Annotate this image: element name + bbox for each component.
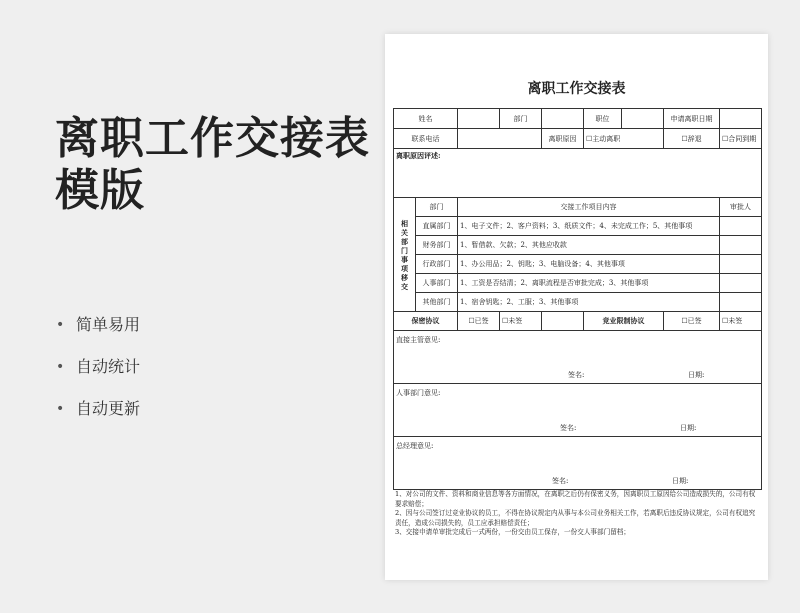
position-value[interactable]	[622, 109, 664, 129]
signature-label: 签名:	[568, 371, 585, 379]
opinion-label: 人事部门意见:	[396, 389, 441, 397]
handover-content: 1、工资是否结清；2、离职流程是否审批完成；3、其他事项	[458, 274, 720, 293]
handover-content: 1、办公用品；2、钥匙；3、电脑设备；4、其他事项	[458, 255, 720, 274]
position-label: 职位	[584, 109, 622, 129]
handover-side-label: 相 关 部 门 事 项 移 交	[394, 198, 416, 312]
form-row-basic	[394, 109, 762, 129]
name-label: 姓名	[394, 109, 458, 129]
handover-approver[interactable]	[720, 293, 762, 312]
handover-dept: 其他部门	[416, 293, 458, 312]
document-preview	[385, 34, 768, 580]
feature-item	[56, 354, 140, 396]
handover-approver[interactable]	[720, 274, 762, 293]
agreements-row	[394, 312, 762, 331]
hero-title-line1: 离职工作交接表	[55, 113, 370, 164]
handover-dept: 财务部门	[416, 236, 458, 255]
dept-value[interactable]	[542, 109, 584, 129]
confidential-signed-checkbox[interactable]: ☐已签	[458, 312, 500, 331]
bullet-icon: •	[56, 317, 65, 333]
feature-item	[56, 396, 140, 438]
handover-dept: 人事部门	[416, 274, 458, 293]
reason-option-voluntary[interactable]: ☐主动离职	[584, 129, 664, 149]
table-row	[394, 274, 762, 293]
handover-col-dept: 部门	[416, 198, 458, 217]
handover-col-approver: 审批人	[720, 198, 762, 217]
hero-title	[55, 113, 370, 217]
noncompete-label: 竞业限制协议	[584, 312, 664, 331]
opinion-label: 总经理意见:	[396, 442, 434, 450]
bullet-icon: •	[56, 359, 65, 375]
phone-label: 联系电话	[394, 129, 458, 149]
handover-col-content: 交接工作项目内容	[458, 198, 720, 217]
confidential-unsigned-checkbox[interactable]: ☐未签	[500, 312, 542, 331]
agreements-spacer	[542, 312, 584, 331]
feature-label: 自动统计	[76, 357, 141, 376]
name-value[interactable]	[458, 109, 500, 129]
feature-list	[56, 312, 140, 438]
form-row-reason-review	[394, 149, 762, 198]
handover-content: 1、宿舍钥匙；2、工服；3、其他事项	[458, 293, 720, 312]
apply-date-label: 申请离职日期	[664, 109, 720, 129]
date-label: 日期:	[688, 371, 705, 379]
opinion-hr[interactable]	[394, 384, 762, 437]
note-item: 3、交接申请单审批完成后一式两份，一份交由员工保存，一份交人事部门留档；	[395, 528, 630, 536]
opinion-row	[394, 384, 762, 437]
handover-dept: 行政部门	[416, 255, 458, 274]
form-row-contact	[394, 129, 762, 149]
note-item: 1、对公司的文件、资料和商业信息等各方面情况，在离职之后仍有保密义务，因离职员工原因给公司造成损失的，公司有权要求赔偿；	[395, 490, 756, 508]
table-row	[394, 293, 762, 312]
noncompete-signed-checkbox[interactable]: ☐已签	[664, 312, 720, 331]
opinion-row	[394, 331, 762, 384]
handover-header-row	[394, 198, 762, 217]
reason-label: 离职原因	[542, 129, 584, 149]
reason-review: 离职原因评述:	[394, 149, 762, 198]
opinion-gm[interactable]	[394, 437, 762, 490]
feature-label: 自动更新	[76, 399, 141, 418]
feature-label: 简单易用	[76, 315, 141, 334]
table-row	[394, 217, 762, 236]
signature-label: 签名:	[552, 477, 569, 485]
document-title: 离职工作交接表	[527, 81, 626, 97]
signature-label: 签名:	[560, 424, 577, 432]
handover-approver[interactable]	[720, 217, 762, 236]
hero-title-line2: 模版	[55, 165, 145, 216]
noncompete-unsigned-checkbox[interactable]: ☐未签	[720, 312, 762, 331]
note-item: 2、因与公司签订过竞业协议的员工，不得在协议规定内从事与本公司业务相关工作，若离职后违反协议规定，公司有权追究责任，造成公司损失的，员工应承担赔偿责任；	[395, 509, 756, 527]
table-row	[394, 236, 762, 255]
opinion-label: 直接主管意见:	[396, 336, 441, 344]
confidential-label: 保密协议	[394, 312, 458, 331]
reason-option-contract[interactable]: ☐合同到期	[720, 129, 762, 149]
dept-label: 部门	[500, 109, 542, 129]
handover-approver[interactable]	[720, 236, 762, 255]
handover-dept: 直属部门	[416, 217, 458, 236]
opinion-row	[394, 437, 762, 490]
feature-item	[56, 312, 140, 354]
handover-content: 1、暂借款、欠款；2、其他应收款	[458, 236, 720, 255]
notes	[395, 490, 757, 538]
reason-option-dismissed[interactable]: ☐辞退	[664, 129, 720, 149]
handover-content: 1、电子文件；2、客户资料；3、纸质文件；4、未完成工作；5、其他事项	[458, 217, 720, 236]
table-row	[394, 255, 762, 274]
opinion-manager[interactable]	[394, 331, 762, 384]
apply-date-value[interactable]	[720, 109, 762, 129]
date-label: 日期:	[672, 477, 689, 485]
bullet-icon: •	[56, 401, 65, 417]
handover-approver[interactable]	[720, 255, 762, 274]
date-label: 日期:	[680, 424, 697, 432]
handover-form	[393, 108, 762, 490]
phone-value[interactable]	[458, 129, 542, 149]
